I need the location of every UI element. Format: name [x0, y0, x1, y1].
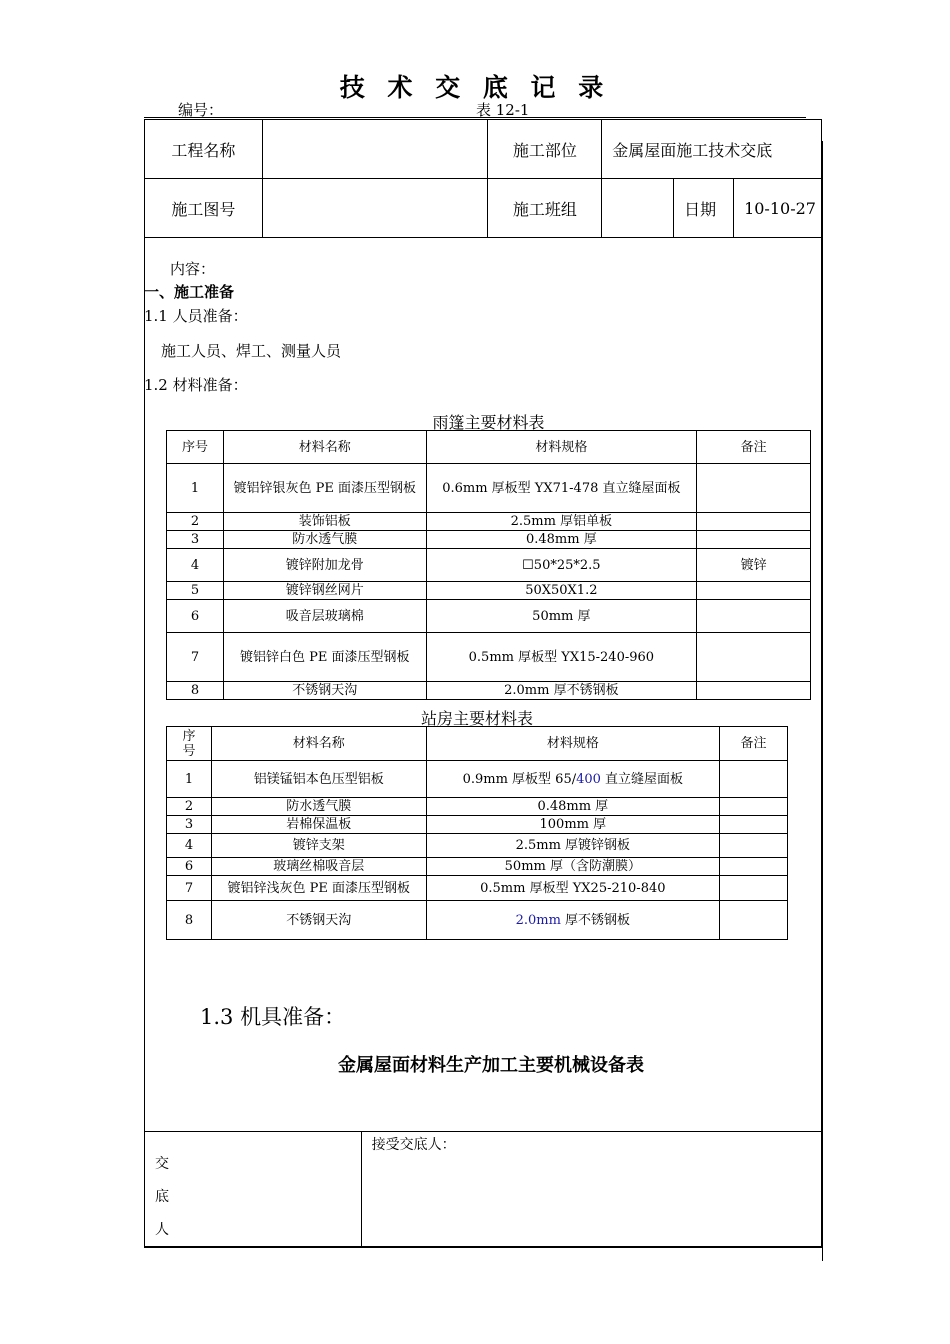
- cell-remark: [720, 901, 788, 940]
- table-row: [167, 901, 788, 940]
- col-header-spec: 材料规格: [426, 431, 697, 464]
- cell-name: 防水透气膜: [223, 531, 426, 549]
- cell-remark: [720, 816, 788, 834]
- construction-part-label: 施工部位: [488, 120, 602, 179]
- machinery-table-caption: 金属屋面材料生产加工主要机械设备表: [338, 1055, 644, 1076]
- cell-remark: [697, 531, 811, 549]
- material-prep-heading: 1.2 材料准备：: [144, 376, 248, 394]
- table-row: [167, 633, 811, 682]
- spec-text: 0.9mm 厚板型 65/: [462, 771, 577, 787]
- spec-text: 厚不锈钢板: [560, 912, 631, 928]
- document-title: 技 术 交 底 记 录: [339, 73, 611, 102]
- cell-no: 1: [167, 464, 224, 513]
- cell-no: 1: [167, 761, 212, 798]
- cell-no: 5: [167, 582, 224, 600]
- drawing-no-label: 施工图号: [145, 179, 263, 238]
- cell-spec: 50mm 厚（含防潮膜）: [426, 858, 720, 876]
- table-row: [167, 761, 788, 798]
- table-row: [167, 549, 811, 582]
- table-header-row: [167, 431, 811, 464]
- cell-no: 4: [167, 549, 224, 582]
- table-number: 表 12-1: [476, 101, 530, 119]
- cell-remark: [720, 798, 788, 816]
- cell-name: 镀锌支架: [211, 834, 426, 858]
- col-header-no: 序号: [167, 727, 212, 761]
- personnel-list: 施工人员、焊工、测量人员: [161, 342, 342, 360]
- team-label: 施工班组: [488, 179, 602, 238]
- cell-name: 镀铝锌白色 PE 面漆压型钢板: [223, 633, 426, 682]
- cell-spec: 0.6mm 厚板型 YX71-478 直立缝屋面板: [426, 464, 697, 513]
- cell-remark: [697, 582, 811, 600]
- col-header-name: 材料名称: [211, 727, 426, 761]
- construction-part-value[interactable]: 金属屋面施工技术交底: [602, 120, 822, 179]
- cell-spec: 2.0mm 厚不锈钢板: [426, 682, 697, 700]
- cell-name: 吸音层玻璃棉: [223, 600, 426, 633]
- cell-no: 2: [167, 513, 224, 531]
- team-value[interactable]: [602, 179, 674, 238]
- table-row: [167, 834, 788, 858]
- cell-no: 3: [167, 531, 224, 549]
- cell-spec: 0.5mm 厚板型 YX25-210-840: [426, 876, 720, 901]
- cell-remark: [697, 682, 811, 700]
- cell-name: 镀锌钢丝网片: [223, 582, 426, 600]
- table-row: [167, 531, 811, 549]
- cell-name: 铝镁锰铝本色压型铝板: [211, 761, 426, 798]
- cell-remark: [720, 834, 788, 858]
- table-row: [167, 816, 788, 834]
- cell-remark: 镀锌: [697, 549, 811, 582]
- cell-no: 8: [167, 901, 212, 940]
- cell-remark: [720, 858, 788, 876]
- project-name-label: 工程名称: [145, 120, 263, 179]
- cell-spec: 2.5mm 厚镀锌钢板: [426, 834, 720, 858]
- cell-name: 不锈钢天沟: [223, 682, 426, 700]
- col-header-name: 材料名称: [223, 431, 426, 464]
- cell-no: 4: [167, 834, 212, 858]
- info-row-1: [145, 120, 822, 179]
- project-name-value[interactable]: [262, 120, 488, 179]
- spec-highlight: 400: [576, 771, 601, 787]
- cell-name: 镀铝锌银灰色 PE 面漆压型钢板: [223, 464, 426, 513]
- date-value[interactable]: 10-10-27: [734, 179, 822, 238]
- table-row: [167, 876, 788, 901]
- station-materials-table: [166, 726, 788, 940]
- cell-remark: [697, 600, 811, 633]
- discloser-cell: [145, 1132, 362, 1248]
- cell-remark: [697, 513, 811, 531]
- signoff-row: [145, 1132, 822, 1248]
- cell-remark: [697, 633, 811, 682]
- top-rule: [144, 117, 806, 118]
- cell-name: 镀锌附加龙骨: [223, 549, 426, 582]
- info-table: [144, 119, 822, 238]
- section-construction-prep: 一、施工准备: [144, 283, 235, 301]
- table-row: [167, 600, 811, 633]
- receiver-label: 接受交底人：: [371, 1137, 456, 1153]
- cell-spec: 0.48mm 厚: [426, 531, 697, 549]
- cell-spec: 50mm 厚: [426, 600, 697, 633]
- cell-remark: [720, 876, 788, 901]
- cell-name: 防水透气膜: [211, 798, 426, 816]
- cell-name: 岩棉保温板: [211, 816, 426, 834]
- cell-name: 不锈钢天沟: [211, 901, 426, 940]
- cell-spec: [426, 761, 720, 798]
- serial-number-label: 编号：: [178, 101, 224, 119]
- cell-no: 3: [167, 816, 212, 834]
- table-row: [167, 798, 788, 816]
- discloser-char: 人: [155, 1222, 169, 1238]
- signoff-table: [144, 1131, 822, 1248]
- cell-no: 8: [167, 682, 224, 700]
- spec-highlight: 2.0mm: [515, 912, 561, 928]
- col-header-remark: 备注: [720, 727, 788, 761]
- cell-no: 2: [167, 798, 212, 816]
- cell-name: 玻璃丝棉吸音层: [211, 858, 426, 876]
- receiver-cell[interactable]: [361, 1132, 821, 1248]
- col-header-spec: 材料规格: [426, 727, 720, 761]
- right-border-extension: [822, 141, 823, 1261]
- personnel-prep-heading: 1.1 人员准备：: [144, 307, 248, 325]
- canopy-materials-table: [166, 430, 811, 700]
- cell-spec: 50X50X1.2: [426, 582, 697, 600]
- cell-spec: [426, 901, 720, 940]
- discloser-char: 交: [155, 1156, 169, 1172]
- content-label: 内容：: [170, 260, 216, 278]
- cell-no: 6: [167, 858, 212, 876]
- drawing-no-value[interactable]: [262, 179, 488, 238]
- cell-spec: 2.5mm 厚铝单板: [426, 513, 697, 531]
- cell-no: 7: [167, 633, 224, 682]
- table-row: [167, 464, 811, 513]
- table-row: [167, 513, 811, 531]
- cell-remark: [697, 464, 811, 513]
- cell-no: 6: [167, 600, 224, 633]
- col-header-remark: 备注: [697, 431, 811, 464]
- table-header-row: [167, 727, 788, 761]
- cell-spec: 100mm 厚: [426, 816, 720, 834]
- cell-spec: 0.5mm 厚板型 YX15-240-960: [426, 633, 697, 682]
- cell-spec: ☐50*25*2.5: [426, 549, 697, 582]
- date-label: 日期: [674, 179, 734, 238]
- table-row: [167, 582, 811, 600]
- cell-no: 7: [167, 876, 212, 901]
- cell-spec: 0.48mm 厚: [426, 798, 720, 816]
- discloser-label: [155, 1148, 361, 1247]
- discloser-char: 底: [155, 1189, 169, 1205]
- cell-name: 镀铝锌浅灰色 PE 面漆压型钢板: [211, 876, 426, 901]
- cell-name: 装饰铝板: [223, 513, 426, 531]
- info-row-2: [145, 179, 822, 238]
- station-table-caption: 站房主要材料表: [420, 709, 533, 728]
- table-row: [167, 682, 811, 700]
- table-row: [167, 858, 788, 876]
- canopy-table-caption: 雨篷主要材料表: [432, 413, 545, 432]
- machinery-prep-heading: 1.3 机具准备：: [200, 1005, 346, 1029]
- cell-remark: [720, 761, 788, 798]
- col-header-no: 序号: [167, 431, 224, 464]
- spec-text: 直立缝屋面板: [600, 771, 684, 787]
